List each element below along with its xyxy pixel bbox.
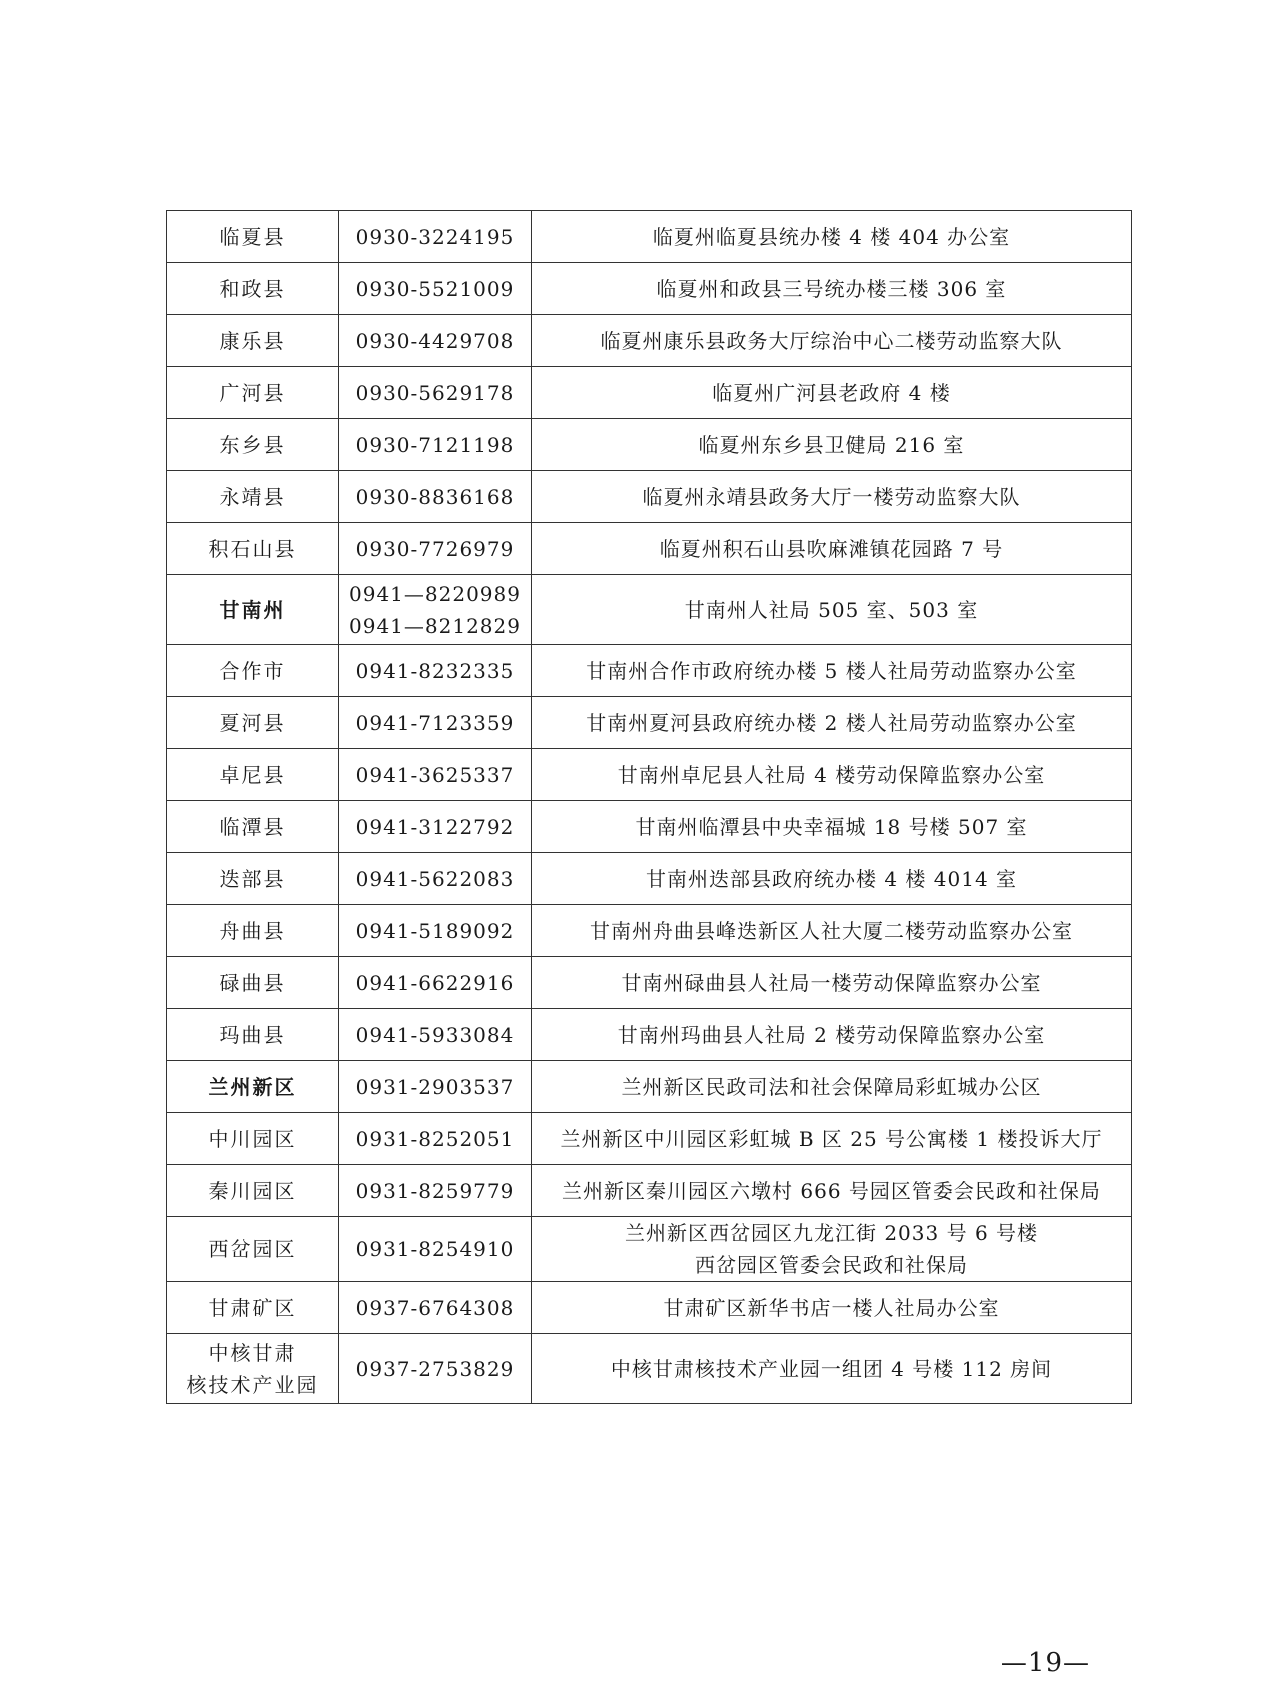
address-cell-text: 兰州新区民政司法和社会保障局彩虹城办公区: [621, 1074, 1042, 1099]
phone-cell-text: 0930-7726979: [355, 536, 515, 561]
region-cell: [167, 905, 339, 957]
table-row: [167, 1282, 1132, 1334]
phone-cell: [339, 957, 532, 1009]
region-cell-text: 玛曲县: [219, 1022, 286, 1047]
phone-cell-text: 0930-5629178: [355, 380, 515, 405]
phone-cell: [339, 1217, 532, 1282]
address-cell-text: 临夏州康乐县政务大厅综治中心二楼劳动监察大队: [600, 328, 1063, 353]
region-cell: [167, 1334, 339, 1404]
address-cell-text: 甘南州碌曲县人社局一楼劳动保障监察办公室: [621, 970, 1042, 995]
table-row: [167, 905, 1132, 957]
region-cell-text: 临夏县: [219, 224, 286, 249]
region-cell-text: 迭部县: [219, 866, 286, 891]
region-cell-text: 广河县: [219, 380, 286, 405]
phone-cell: [339, 1009, 532, 1061]
phone-cell-text: 0930-3224195: [355, 224, 515, 249]
table-row: [167, 523, 1132, 575]
region-cell-text: 中核甘肃: [208, 1340, 297, 1365]
address-cell: [532, 1165, 1132, 1217]
address-cell-text: 兰州新区秦川园区六墩村 666 号园区管委会民政和社保局: [562, 1178, 1101, 1203]
region-cell-text: 康乐县: [219, 328, 286, 353]
table-row: [167, 575, 1132, 645]
phone-cell-text: 0941—8220989: [349, 581, 521, 606]
address-cell: [532, 905, 1132, 957]
address-cell-text: 甘南州卓尼县人社局 4 楼劳动保障监察办公室: [617, 762, 1046, 787]
region-cell: [167, 575, 339, 645]
table-row: [167, 1165, 1132, 1217]
phone-cell-text: 0941-7123359: [355, 710, 515, 735]
region-cell-text: 西岔园区: [208, 1237, 297, 1261]
address-cell-text: 兰州新区西岔园区九龙江街 2033 号 6 号楼: [624, 1221, 1039, 1245]
phone-cell-text: 0941-5622083: [355, 866, 515, 891]
phone-cell-text: 0930-5521009: [355, 276, 515, 301]
region-cell: [167, 211, 339, 263]
table-body: [167, 211, 1132, 1404]
address-cell: [532, 575, 1132, 645]
region-cell: [167, 1061, 339, 1113]
phone-cell: [339, 263, 532, 315]
region-cell-text: 积石山县: [208, 536, 297, 561]
region-cell: [167, 697, 339, 749]
address-cell-text: 临夏州东乡县卫健局 216 室: [698, 432, 965, 457]
phone-cell-text: 0930-7121198: [355, 432, 515, 457]
region-cell-text: 合作市: [219, 658, 286, 683]
phone-cell: [339, 853, 532, 905]
address-cell: [532, 1009, 1132, 1061]
phone-cell-text: 0931-8254910: [355, 1237, 515, 1261]
table-row: [167, 419, 1132, 471]
region-cell-text: 卓尼县: [219, 762, 286, 787]
phone-cell: [339, 905, 532, 957]
address-cell: [532, 1282, 1132, 1334]
table-row: [167, 1009, 1132, 1061]
table-row: [167, 315, 1132, 367]
table-row: [167, 1334, 1132, 1404]
phone-cell: [339, 367, 532, 419]
phone-cell-text: 0930-8836168: [355, 484, 515, 509]
phone-cell: [339, 1334, 532, 1404]
phone-cell-text: 0930-4429708: [355, 328, 515, 353]
address-cell: [532, 853, 1132, 905]
address-cell-text: 西岔园区管委会民政和社保局: [695, 1253, 968, 1277]
table-row: [167, 1217, 1132, 1282]
region-cell: [167, 749, 339, 801]
phone-cell-text: 0941-5189092: [355, 918, 515, 943]
address-cell-text: 甘南州夏河县政府统办楼 2 楼人社局劳动监察办公室: [586, 710, 1077, 735]
region-cell-text: 甘肃矿区: [208, 1295, 297, 1320]
table-row: [167, 853, 1132, 905]
address-cell-text: 临夏州和政县三号统办楼三楼 306 室: [656, 276, 1007, 301]
region-cell: [167, 315, 339, 367]
table-row: [167, 1061, 1132, 1113]
address-cell: [532, 1334, 1132, 1404]
phone-cell: [339, 1282, 532, 1334]
region-cell-text: 临潭县: [219, 814, 286, 839]
table-row: [167, 1113, 1132, 1165]
region-cell-text: 秦川园区: [208, 1178, 297, 1203]
phone-cell-text: 0941-5933084: [355, 1022, 515, 1047]
region-cell: [167, 523, 339, 575]
address-cell-text: 临夏州永靖县政务大厅一楼劳动监察大队: [642, 484, 1021, 509]
phone-cell-text: 0941-8232335: [355, 658, 515, 683]
table-row: [167, 263, 1132, 315]
table-row: [167, 957, 1132, 1009]
region-cell: [167, 367, 339, 419]
address-cell: [532, 263, 1132, 315]
table-row: [167, 367, 1132, 419]
phone-cell: [339, 471, 532, 523]
table-row: [167, 749, 1132, 801]
address-cell: [532, 1061, 1132, 1113]
address-cell: [532, 645, 1132, 697]
address-cell-text: 临夏州积石山县吹麻滩镇花园路 7 号: [659, 536, 1004, 561]
phone-cell: [339, 645, 532, 697]
region-cell-text: 永靖县: [219, 484, 286, 509]
phone-cell: [339, 1165, 532, 1217]
address-cell-text: 兰州新区中川园区彩虹城 B 区 25 号公寓楼 1 楼投诉大厅: [560, 1126, 1103, 1151]
table-row: [167, 471, 1132, 523]
table-row: [167, 801, 1132, 853]
phone-cell-text: 0937-2753829: [355, 1356, 515, 1381]
region-cell: [167, 801, 339, 853]
page-number: —19—: [1000, 1648, 1090, 1678]
address-cell-text: 甘南州合作市政府统办楼 5 楼人社局劳动监察办公室: [586, 658, 1077, 683]
region-cell-text: 中川园区: [208, 1126, 297, 1151]
region-cell-text: 碌曲县: [219, 970, 286, 995]
address-cell: [532, 697, 1132, 749]
region-cell: [167, 471, 339, 523]
region-cell: [167, 1217, 339, 1282]
address-cell-text: 甘南州临潭县中央幸福城 18 号楼 507 室: [635, 814, 1028, 839]
address-cell-text: 甘南州舟曲县峰迭新区人社大厦二楼劳动监察办公室: [590, 918, 1073, 943]
table-row: [167, 645, 1132, 697]
address-cell-text: 甘南州人社局 505 室、503 室: [684, 597, 979, 622]
phone-cell-text: 0941-6622916: [355, 970, 515, 995]
phone-cell: [339, 1113, 532, 1165]
region-cell: [167, 853, 339, 905]
phone-cell: [339, 523, 532, 575]
address-cell: [532, 211, 1132, 263]
phone-cell-text: 0931-2903537: [355, 1074, 515, 1099]
address-cell: [532, 523, 1132, 575]
address-cell: [532, 419, 1132, 471]
address-cell-text: 甘肃矿区新华书店一楼人社局办公室: [663, 1295, 1000, 1320]
contact-table: [166, 210, 1132, 1404]
phone-cell: [339, 801, 532, 853]
phone-cell-text: 0931-8252051: [355, 1126, 515, 1151]
address-cell: [532, 801, 1132, 853]
address-cell: [532, 957, 1132, 1009]
region-cell: [167, 645, 339, 697]
table-row: [167, 211, 1132, 263]
region-cell-text: 甘南州: [219, 597, 286, 622]
phone-cell-text: 0941-3625337: [355, 762, 515, 787]
phone-cell: [339, 749, 532, 801]
address-cell: [532, 315, 1132, 367]
phone-cell: [339, 575, 532, 645]
region-cell-text: 和政县: [219, 276, 286, 301]
address-cell: [532, 367, 1132, 419]
address-cell-text: 临夏州广河县老政府 4 楼: [712, 380, 951, 405]
region-cell: [167, 263, 339, 315]
address-cell: [532, 471, 1132, 523]
table-row: [167, 697, 1132, 749]
address-cell: [532, 1217, 1132, 1282]
region-cell: [167, 1165, 339, 1217]
region-cell: [167, 419, 339, 471]
address-cell: [532, 749, 1132, 801]
region-cell: [167, 957, 339, 1009]
address-cell-text: 甘南州迭部县政府统办楼 4 楼 4014 室: [645, 866, 1018, 891]
address-cell-text: 临夏州临夏县统办楼 4 楼 404 办公室: [652, 224, 1011, 249]
phone-cell: [339, 419, 532, 471]
phone-cell: [339, 697, 532, 749]
region-cell: [167, 1113, 339, 1165]
phone-cell: [339, 315, 532, 367]
phone-cell-text: 0941—8212829: [349, 613, 521, 638]
phone-cell-text: 0937-6764308: [355, 1295, 515, 1320]
region-cell-text: 核技术产业园: [186, 1372, 319, 1397]
region-cell: [167, 1009, 339, 1061]
region-cell-text: 兰州新区: [208, 1074, 297, 1099]
region-cell-text: 舟曲县: [219, 918, 286, 943]
region-cell-text: 夏河县: [219, 710, 286, 735]
address-cell: [532, 1113, 1132, 1165]
address-cell-text: 甘南州玛曲县人社局 2 楼劳动保障监察办公室: [617, 1022, 1046, 1047]
address-cell-text: 中核甘肃核技术产业园一组团 4 号楼 112 房间: [610, 1356, 1053, 1381]
phone-cell-text: 0941-3122792: [355, 814, 515, 839]
phone-cell: [339, 211, 532, 263]
region-cell-text: 东乡县: [219, 432, 286, 457]
phone-cell: [339, 1061, 532, 1113]
region-cell: [167, 1282, 339, 1334]
phone-cell-text: 0931-8259779: [355, 1178, 515, 1203]
